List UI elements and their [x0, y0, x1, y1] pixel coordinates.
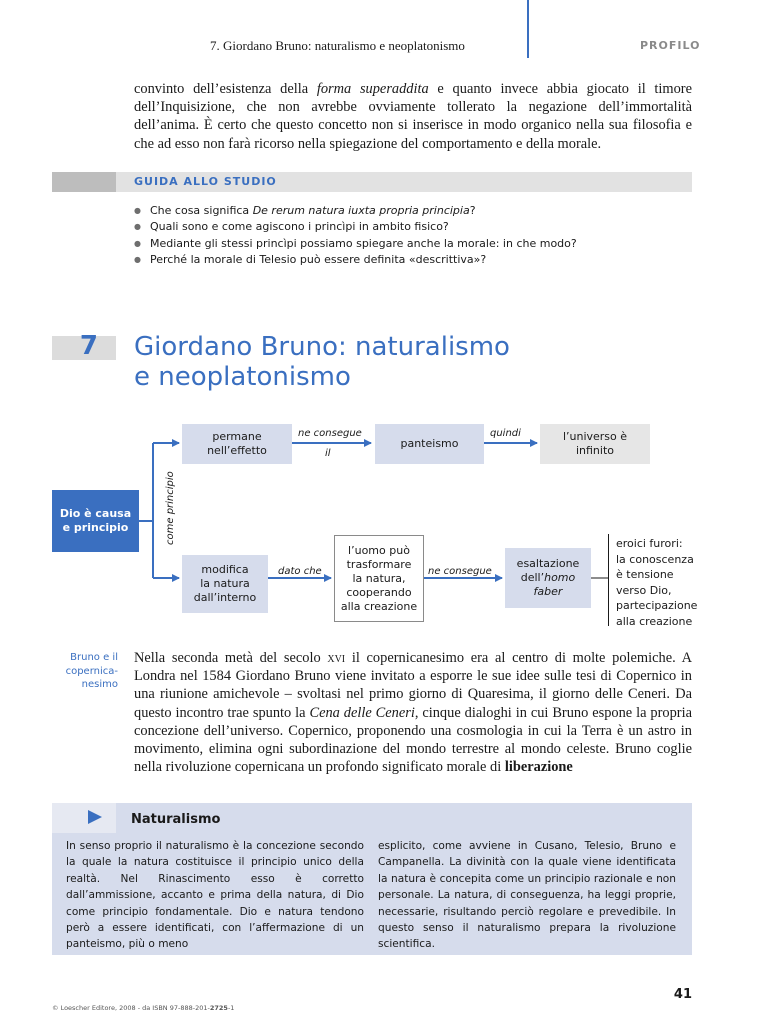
running-title: 7. Giordano Bruno: naturalismo e neoplatonismo — [210, 38, 465, 53]
copyright-notice: © Loescher Editore, 2008 - da ISBN 97-888-201-2725-1 — [52, 1004, 235, 1012]
label-dato-che: dato che — [278, 566, 322, 577]
label-il: il — [325, 448, 331, 459]
section-title: Giordano Bruno: naturalismo e neoplatonismo — [134, 332, 510, 392]
guida-question: ● Perché la morale di Telesio può essere definita «descrittiva»? — [134, 252, 694, 268]
diagram-box-uomo: l’uomo può trasformare la natura, cooperando alla creazione — [334, 535, 424, 622]
guida-question: ● Quali sono e come agiscono i princìpi in ambito fisico? — [134, 219, 694, 235]
margin-note: Bruno e il copernica- nesimo — [65, 652, 118, 690]
diagram-box-permane: permane nell’effetto — [182, 424, 292, 464]
guida-title: GUIDA ALLO STUDIO — [134, 175, 277, 188]
diagram-side-note: eroici furori: la conoscenza è tensione verso Dio, partecipazione alla creazione — [616, 537, 698, 628]
guida-question: ● Mediante gli stessi princìpi possiamo spiegare anche la morale: in che modo? — [134, 236, 694, 252]
diagram-box-modifica: modifica la natura dall’interno — [182, 555, 268, 613]
label-come-principio: come principio — [165, 471, 176, 545]
label-ne-consegue-lower: ne consegue — [428, 566, 492, 577]
section-tag: PROFILO — [640, 39, 701, 52]
play-arrow-icon — [88, 810, 102, 824]
intro-paragraph: convinto dell’esistenza della forma superaddita e quanto invece abbia giocato il timore dell’Inquisizione, che non avrebbe ovviamente tollerato la negazione dell’immortalità dell’anima. È certo che questo concetto non si inserisce in modo organico nella sua filosofia e che ad esso non farà ricorso nella spiegazione del comportamento e della morale. — [134, 81, 692, 152]
diagram-box-esaltazione: esaltazione dell’homo faber — [505, 548, 591, 608]
naturalismo-tab — [52, 803, 116, 833]
section-number: 7 — [79, 331, 98, 361]
guida-question: ● Che cosa significa De rerum natura iuxta propria principia? — [134, 203, 694, 219]
label-ne-consegue-upper: ne consegue — [298, 428, 362, 439]
diagram-box-panteismo: panteismo — [375, 424, 484, 464]
naturalismo-column-right: esplicito, come avviene in Cusano, Telesio, Bruno e Campanella. La divinità con la quale viene identificata la natura è concepita come un principio razionale e non personale. La natura, di conseguenza, ha leggi proprie, necessarie, risultando perciò regolare e prevedibile. In questo senso il naturalismo prepara la rivoluzione scientifica. — [378, 840, 676, 951]
main-paragraph: Nella seconda metà del secolo xvi il copernicanesimo era al centro di molte polemiche. A Londra nel 1584 Giordano Bruno viene invitato a esporre le sue idee sulle tesi di Copernico in una riunione amichevole – svoltasi nel primo giorno di Quaresima, il giorno delle Ceneri. Da questo incontro trae spunto la Cena delle Ceneri, cinque dialoghi in cui Bruno espone la propria concezione dell’universo. Copernico, proponendo una cosmologia in cui la Terra è un astro in movimento, elimina ogni subordinazione del mondo terrestre al mondo celeste. Bruno coglie nella rivoluzione copernicana un profondo significato morale di liberazione — [134, 650, 692, 776]
page-number: 41 — [673, 987, 692, 1002]
note-bracket — [608, 534, 609, 626]
naturalismo-title: Naturalismo — [131, 812, 221, 827]
diagram-box-dio: Dio è causa e principio — [52, 490, 139, 552]
label-quindi: quindi — [490, 428, 521, 439]
diagram-box-universo: l’universo è infinito — [540, 424, 650, 464]
naturalismo-column-left: In senso proprio il naturalismo è la concezione secondo la quale la natura costituisce il principio unico della realtà. Nel Rinascimento esso è corretto dall’ammissione, accanto e prima della natura, di Dio come principio fondamentale. Dio e natura tendono però a essere identificati, con l’affermazione di un panteismo, più o meno — [66, 840, 364, 951]
